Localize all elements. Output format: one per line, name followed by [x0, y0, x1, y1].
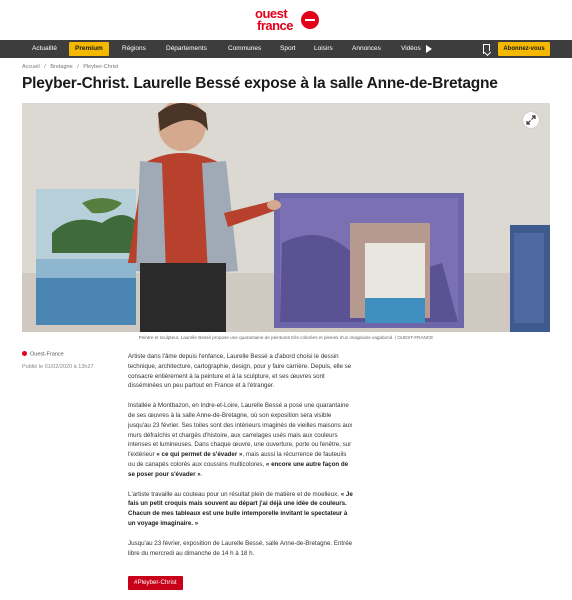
photo-illustration [22, 103, 550, 332]
nav-item-communes[interactable]: Communes [228, 45, 262, 52]
nav-item-departements[interactable]: Départements [166, 45, 207, 52]
site-header [0, 0, 572, 40]
logo-line-1: ouest [255, 6, 288, 21]
expand-icon[interactable] [523, 112, 539, 128]
paragraph-1: Artiste dans l'âme depuis l'enfance, Laurelle Bessé a d'abord choisi le dessin technique, architecture, cartographie, design, pour y faire carrière. Depuis, elle se consacre entièrement à la peinture et à la sculpture, et ses œuvres sont disséminées un peu partout en France et à l'étranger. [128, 353, 352, 390]
paragraph-2: Installée à Montbazon, en Indre-et-Loire, Laurelle Bessé a posé une quarantaine de ses œuvres à la salle Anne-de-Bretagne, où son exposition sera visible jusqu'au 23 février. Ses toiles sont des intérieurs imaginés de vieilles maisons aux murs défraîchis et chargés d'histoire, aux carrelages usés mais aux couleurs intenses et lumineuses. Dans chaque œuvre, une ouverture, porte ou fenêtre, sur l'extérieur « ce qui permet de s'évader », mais aussi la récurrence de fauteuils ou de canapés colorés aux coussins multicolores, « encore une autre façon de se poser pour s'évader ». [128, 402, 353, 478]
publish-date: Publié le 01/02/2020 à 13h27 [22, 364, 94, 370]
article-body [128, 352, 354, 568]
quote-3: « Je fais un petit croquis mais souvent au départ j'ai déjà une idée de couleurs. Chacun de mes tableaux est une bulle intemporelle invitant le spectateur à un voyage imaginaire. » [128, 490, 353, 527]
article-source[interactable]: Ouest-France [30, 351, 64, 358]
photo-caption: Peintre et sculpteur, Laurelle Bessé propose une quarantaine de peintures très colorées et pleines d'un imaginaire vagabond. | OUEST-FRANCE [138, 335, 434, 340]
nav-item-actualite[interactable]: Actualité [32, 45, 57, 52]
nav-item-regions[interactable]: Régions [122, 45, 146, 52]
article-meta [22, 351, 94, 370]
breadcrumb-home[interactable]: Accueil [22, 64, 40, 70]
breadcrumb-commune[interactable]: Pleyber-Christ [83, 64, 119, 70]
article-photo[interactable] [22, 103, 550, 332]
paragraph-4: Jusqu'au 23 février, exposition de Laurelle Bessé, salle Anne-de-Bretagne. Entrée libre du mercredi au dimanche de 14 h à 18 h. [128, 539, 353, 557]
nav-item-premium[interactable]: Premium [69, 42, 109, 56]
bookmark-icon[interactable] [483, 44, 490, 54]
breadcrumb-region[interactable]: Bretagne [50, 64, 73, 70]
subscribe-button[interactable]: Abonnez-vous [498, 42, 550, 56]
quote-2: « encore une autre façon de se poser pour s'évader » [128, 460, 349, 478]
nav-item-sport[interactable]: Sport [280, 45, 296, 52]
breadcrumb [22, 64, 121, 70]
play-triangle-icon[interactable] [426, 45, 432, 53]
article-title: Pleyber-Christ. Laurelle Bessé expose à la salle Anne-de-Bretagne [22, 75, 498, 92]
breadcrumb-separator: / [77, 64, 79, 70]
nav-item-annonces[interactable]: Annonces [352, 45, 381, 52]
nav-item-loisirs[interactable]: Loisirs [314, 45, 333, 52]
source-dot-icon [22, 351, 27, 356]
ouest-france-logo[interactable] [255, 7, 319, 35]
quote-1: « ce qui permet de s'évader » [156, 451, 243, 459]
logo-line-2: france [257, 18, 294, 33]
main-nav [0, 40, 572, 58]
tag-button[interactable]: #Pleyber-Christ [128, 576, 183, 590]
logo-disc-icon [301, 11, 319, 29]
nav-item-videos[interactable]: Vidéos [401, 45, 421, 52]
breadcrumb-separator: / [44, 64, 46, 70]
paragraph-3: L'artiste travaille au couteau pour un résultat plein de matière et de moelleux. « Je fais un petit croquis mais souvent au départ j'ai déjà une idée de couleurs. Chacun de mes tableaux est une bulle intemporelle invitant le spectateur à un voyage imaginaire. » [128, 490, 353, 527]
